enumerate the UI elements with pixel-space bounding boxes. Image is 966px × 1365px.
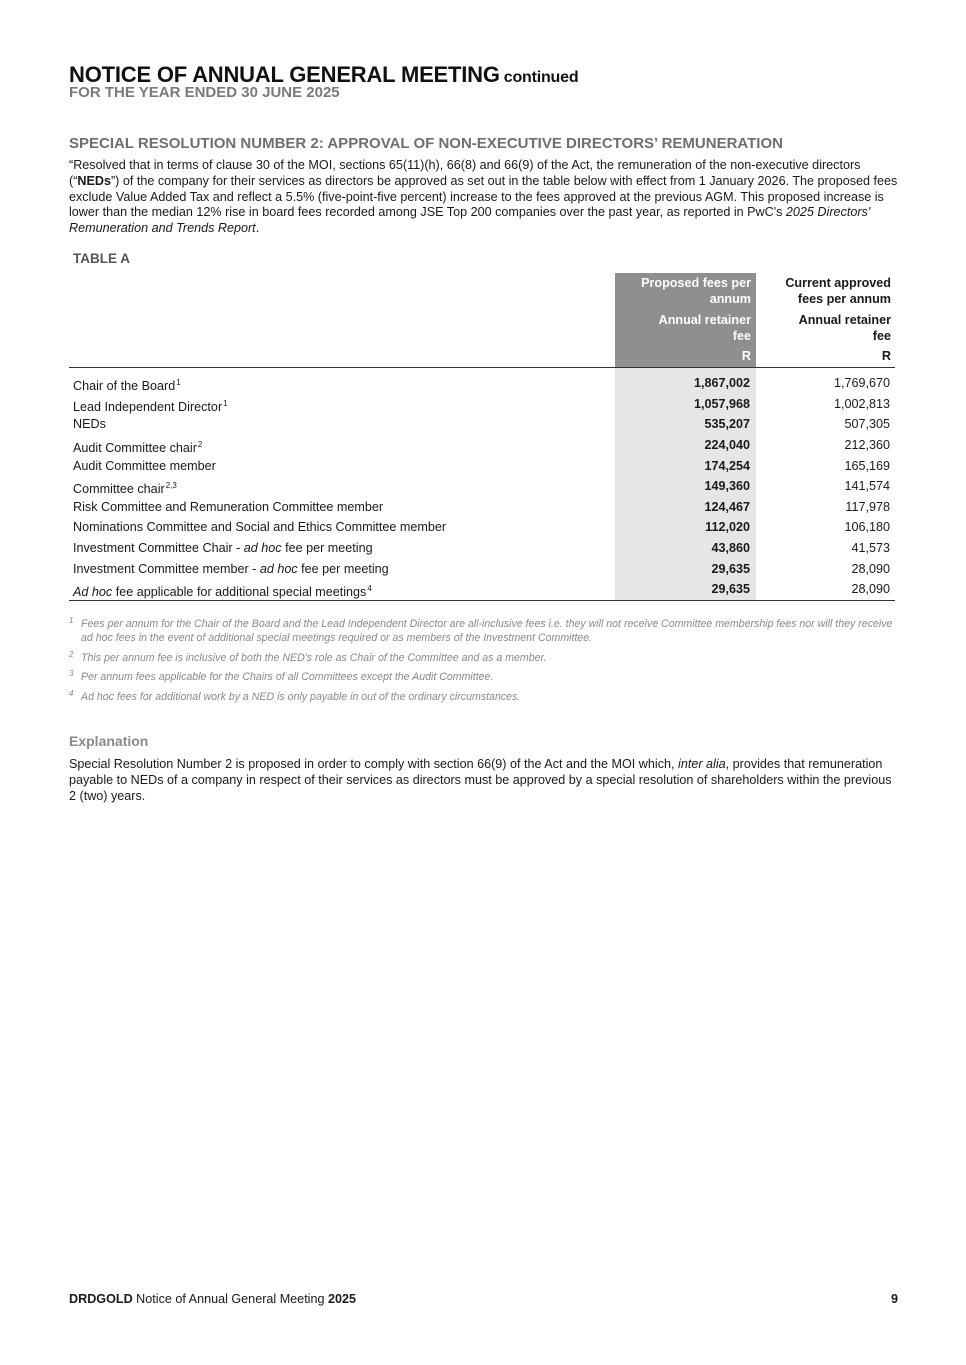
resolution-heading: SPECIAL RESOLUTION NUMBER 2: APPROVAL OF NON-EXECUTIVE DIRECTORS’ REMUNERATION	[69, 135, 783, 152]
page-subtitle: FOR THE YEAR ENDED 30 JUNE 2025	[69, 84, 340, 101]
row-label: Nominations Committee and Social and Ethics Committee member	[73, 520, 447, 534]
row-current-fee: 1,002,813	[833, 397, 890, 411]
table-label: TABLE A	[73, 251, 130, 266]
table-row	[69, 394, 895, 414]
row-label: Audit Committee member	[73, 459, 216, 473]
table-row	[69, 559, 895, 579]
row-proposed-fee: 1,867,002	[693, 376, 750, 390]
page-footer	[69, 1292, 356, 1306]
table-header-rule	[69, 367, 895, 368]
row-proposed-fee: 174,254	[704, 459, 750, 473]
row-proposed-fee: 224,040	[704, 438, 750, 452]
proposed-column-unit: R	[741, 349, 751, 363]
footnote	[69, 617, 899, 645]
row-label: Risk Committee and Remuneration Committee member	[73, 500, 384, 514]
row-proposed-fee: 124,467	[704, 500, 750, 514]
footer-year: 2025	[328, 1292, 357, 1306]
footnote-text: Fees per annum for the Chair of the Board and the Lead Independent Director are all-inclusive fees i.e. they will not receive Committee membership fees nor will they receive ad hoc fees in the event of additional special meetings required or as members of the Investment Committee.	[81, 618, 893, 644]
row-label: Audit Committee chair$^2$	[73, 440, 203, 455]
resolution-paragraph	[69, 158, 899, 237]
footnote-number: 2	[69, 650, 74, 659]
row-proposed-fee: 29,635	[711, 562, 750, 576]
table-bottom-rule	[69, 600, 895, 601]
footnote-number: 3	[69, 669, 74, 678]
row-current-fee: 41,573	[851, 541, 890, 555]
table-row	[69, 579, 895, 599]
footnote	[69, 651, 899, 665]
table-row	[69, 497, 895, 517]
row-proposed-fee: 149,360	[704, 479, 750, 493]
resolution-report-title: 2025 Directors' Remuneration and Trends Report	[69, 205, 871, 236]
row-current-fee: 165,169	[844, 459, 890, 473]
row-label: Investment Committee Chair - ad hoc fee per meeting	[73, 541, 373, 555]
row-label: Investment Committee member - ad hoc fee per meeting	[73, 562, 389, 576]
current-column-header: Current approved fees per annum	[785, 276, 891, 306]
row-current-fee: 117,978	[845, 500, 890, 514]
explanation-paragraph: Special Resolution Number 2 is proposed in order to comply with section 66(9) of the Act and the MOI which, inter alia, provides that remuneration payable to NEDs of a company in respect of their services as directors must be approved by a special resolution of shareholders within the previous 2 (two) years.	[69, 757, 892, 803]
table-row	[69, 435, 895, 455]
footer-brand: DRDGOLD	[69, 1292, 133, 1306]
row-proposed-fee: 535,207	[704, 417, 750, 431]
footer-text: Notice of Annual General Meeting	[132, 1292, 328, 1306]
row-proposed-fee: 43,860	[711, 541, 750, 555]
page-title-suffix: continued	[503, 69, 579, 86]
current-column-subheader: Annual retainer fee	[798, 313, 891, 343]
proposed-column-header: Proposed fees per annum	[641, 276, 751, 306]
footnote-number: 1	[69, 616, 74, 625]
row-current-fee: 212,360	[844, 438, 890, 452]
page-title-text: NOTICE OF ANNUAL GENERAL MEETING	[69, 62, 500, 87]
footnote	[69, 670, 899, 684]
footnote-text: Per annum fees applicable for the Chairs of all Committees except the Audit Committee.	[81, 671, 494, 683]
footnote-number: 4	[69, 689, 74, 698]
footnote-text: This per annum fee is inclusive of both the NED's role as Chair of the Committee and as a member.	[81, 652, 547, 664]
table-row	[69, 456, 895, 476]
row-label: NEDs	[73, 417, 106, 431]
page-number: 9	[890, 1292, 898, 1306]
resolution-text-2: ”) of the company for their services as directors be approved as set out in the table below with effect from 1 January 2026. The proposed fees exclude Value Added Tax and reflect a 5.5% (five-point-five percent) increase to the fees approved at the previous AGM. This proposed increase is lower than the median 12% rise in board fees recorded among JSE Top 200 companies over the past year, as reported in PwC's	[69, 173, 898, 220]
row-current-fee: 1,769,670	[833, 376, 890, 390]
table-row	[69, 414, 895, 434]
row-label: Ad hoc fee applicable for additional special meetings$^4$	[73, 584, 372, 599]
footnote-text: Ad hoc fees for additional work by a NED is only payable in out of the ordinary circumstances.	[81, 691, 521, 703]
row-current-fee: 28,090	[851, 562, 890, 576]
row-label: Lead Independent Director$^1$	[73, 399, 228, 414]
row-label: Chair of the Board$^1$	[73, 378, 181, 393]
table-row	[69, 373, 895, 393]
table-row	[69, 517, 895, 537]
resolution-bold-term: NEDs	[77, 173, 111, 188]
row-proposed-fee: 112,020	[705, 520, 750, 534]
row-current-fee: 507,305	[844, 417, 890, 431]
row-label: Committee chair$^{2,3}$	[73, 481, 177, 496]
row-proposed-fee: 1,057,968	[693, 397, 750, 411]
table-row	[69, 538, 895, 558]
resolution-text-end: .	[255, 221, 260, 236]
resolution-text-1: “Resolved that in terms of clause 30 of the MOI, sections 65(11)(h), 66(8) and 66(9) of the Act, the remuneration of the non-executive directors (“	[69, 158, 861, 188]
row-current-fee: 28,090	[851, 582, 890, 596]
current-column-unit: R	[881, 349, 891, 363]
proposed-column-subheader: Annual retainer fee	[658, 313, 751, 343]
explanation-heading: Explanation	[69, 733, 149, 749]
footnote	[69, 690, 899, 704]
row-proposed-fee: 29,635	[711, 582, 750, 596]
table-row	[69, 476, 895, 496]
row-current-fee: 141,574	[844, 479, 890, 493]
row-current-fee: 106,180	[844, 520, 890, 534]
